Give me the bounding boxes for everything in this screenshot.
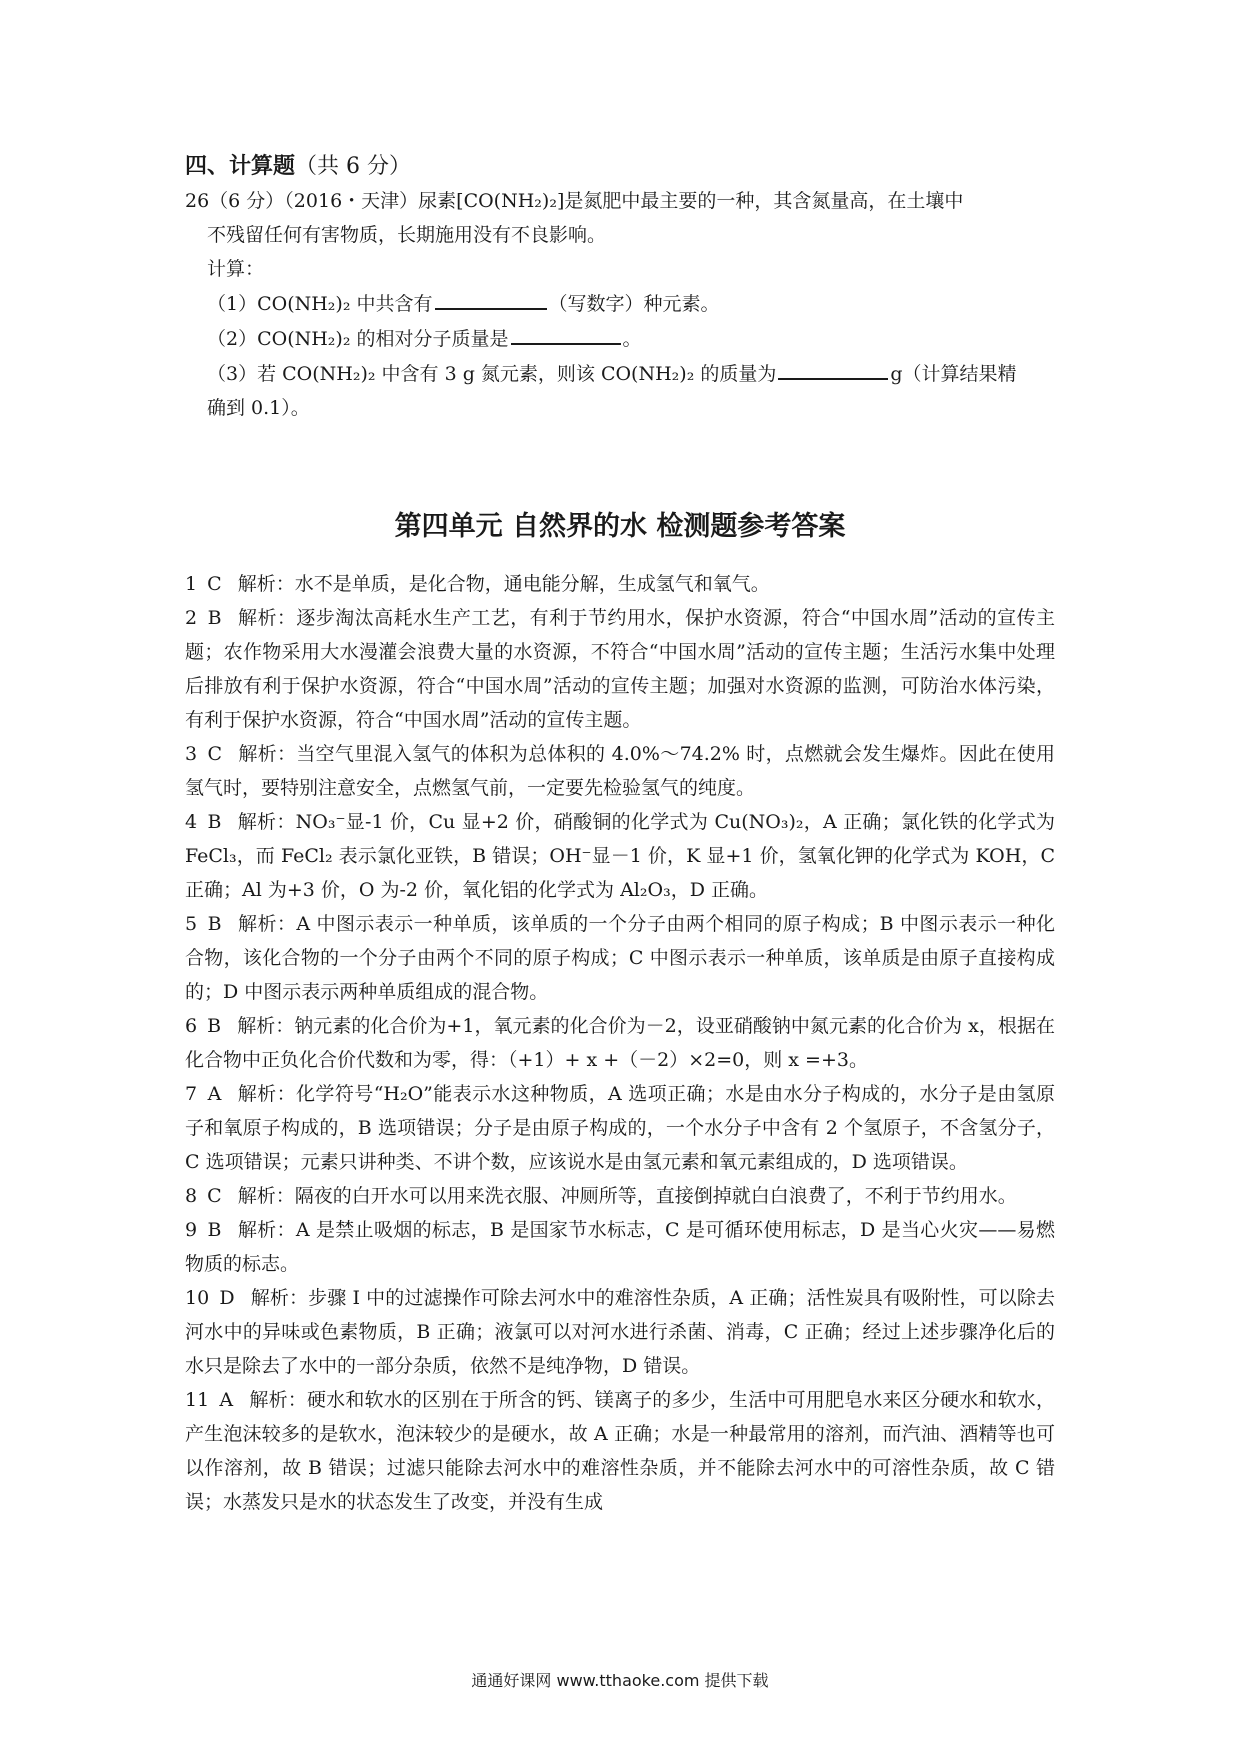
answer-explanation: 解析：步骤 I 中的过滤操作可除去河水中的难溶性杂质，A 正确；活性炭具有吸附性，可以除去河水中的异味或色素物质，B 正确；液氯可以对河水进行杀菌、消毒，C 正确；经过上述步骤净化后的水只是除去了水中的一部分杂质，依然不是纯净物，D 错误。 [185,1287,1055,1377]
answer-explanation: 解析：硬水和软水的区别在于所含的钙、镁离子的多少，生活中可用肥皂水来区分硬水和软水，产生泡沫较多的是软水，泡沫较少的是硬水，故 A 正确；水是一种最常用的溶剂，而汽油、酒精等也可以作溶剂，故 B 错误；过滤只能除去河水中的难溶性杂质，并不能除去河水中的可溶性杂质，故 C 错误；水蒸发只是水的状态发生了改变，并没有生成 [185,1389,1055,1513]
answer-blank-1 [435,286,547,310]
subquestion-1-text: （1）CO(NH₂)₂ 中共含有 [207,293,433,315]
page-footer[interactable]: 通通好课网 www.tthaoke.com 提供下载 [471,1671,769,1690]
answer-key: C [207,1185,222,1207]
answer-item [185,737,1055,805]
answer-item [185,1383,1055,1519]
answer-number: 10 [185,1287,210,1309]
answer-explanation: 解析：A 是禁止吸烟的标志，B 是国家节水标志，C 是可循环使用标志，D 是当心火灾——易燃物质的标志。 [185,1219,1056,1275]
answers-title: 第四单元 自然界的水 检测题参考答案 [394,511,846,542]
section-heading [185,150,1055,184]
answer-explanation: 解析：钠元素的化合价为+1，氧元素的化合价为－2，设亚硝酸钠中氮元素的化合价为 x，根据在化合物中正负化合价代数和为零，得：（+1）+ x +（－2）×2=0，则 x =+3。 [185,1015,1055,1071]
question-stem-line2: 不残留任何有害物质，长期施用没有不良影响。 [207,224,607,246]
answer-key: B [207,811,222,833]
subquestion-1 [185,286,1055,321]
subquestion-3 [185,356,1055,391]
answer-key: C [207,743,222,765]
subquestion-3-line2: 确到 0.1）。 [207,397,310,419]
subquestion-2-text: （2）CO(NH₂)₂ 的相对分子质量是 [207,328,509,350]
answer-number: 4 [185,811,198,833]
answer-key: C [207,573,222,595]
answer-explanation: 解析：化学符号“H₂O”能表示水这种物质，A 选项正确；水是由水分子构成的，水分子是由氢原子和氧原子构成的，B 选项错误；分子是由原子构成的，一个水分子中含有 2 个氢原子，不含氢分子，C 选项错误；元素只讲种类、不讲个数，应该说水是由氢元素和氧元素组成的，D 选项错误。 [185,1083,1056,1173]
answer-item [185,601,1055,737]
document-page [185,150,1055,1519]
answers-list [185,567,1055,1519]
answer-key: B [207,1015,222,1037]
answer-explanation: 解析：当空气里混入氢气的体积为总体积的 4.0%～74.2% 时，点燃就会发生爆炸。因此在使用氢气时，要特别注意安全，点燃氢气前，一定要先检验氢气的纯度。 [185,743,1055,799]
answer-explanation: 解析：NO₃⁻显-1 价，Cu 显+2 价，硝酸铜的化学式为 Cu(NO₃)₂，A 正确；氯化铁的化学式为 FeCl₃，而 FeCl₂ 表示氯化亚铁，B 错误；OH⁻显－1 价，K 显+1 价，氢氧化钾的化学式为 KOH，C 正确；Al 为+3 价，O 为-2 价，氧化铝的化学式为 Al₂O₃，D 正确。 [185,811,1056,901]
answer-item [185,1077,1055,1179]
answer-number: 3 [185,743,198,765]
answer-number: 6 [185,1015,198,1037]
answer-key: A [219,1389,234,1411]
answer-key: B [207,913,222,935]
subquestion-1-tail: （写数字）种元素。 [548,293,720,315]
subquestion-3-text: （3）若 CO(NH₂)₂ 中含有 3 g 氮元素，则该 CO(NH₂)₂ 的质量为 [207,363,777,385]
answer-number: 2 [185,607,198,629]
answer-item [185,1179,1055,1213]
answer-number: 7 [185,1083,198,1105]
answer-key: D [219,1287,235,1309]
answer-item [185,805,1055,907]
answer-key: B [207,607,222,629]
answer-item [185,1009,1055,1077]
question-26 [185,184,1055,425]
answer-explanation: 解析：逐步淘汰高耗水生产工艺，有利于节约用水，保护水资源，符合“中国水周”活动的宣传主题；农作物采用大水漫灌会浪费大量的水资源，不符合“中国水周”活动的宣传主题；生活污水集中处理后排放有利于保护水资源，符合“中国水周”活动的宣传主题；加强对水资源的监测，可防治水体污染，有利于保护水资源，符合“中国水周”活动的宣传主题。 [185,607,1055,731]
subquestion-2 [185,321,1055,356]
answer-number: 5 [185,913,198,935]
answer-item [185,1281,1055,1383]
answer-explanation: 解析：A 中图示表示一种单质，该单质的一个分子由两个相同的原子构成；B 中图示表示一种化合物，该化合物的一个分子由两个不同的原子构成；C 中图示表示一种单质，该单质是由原子直接构成的；D 中图示表示两种单质组成的混合物。 [185,913,1056,1003]
answer-number: 1 [185,573,198,595]
answer-key: B [207,1219,222,1241]
section-heading-score: （共 6 分） [295,154,411,179]
answer-blank-3 [778,356,888,380]
answer-key: A [207,1083,222,1105]
answer-number: 9 [185,1219,198,1241]
section-heading-title: 四、计算题 [185,154,296,179]
answer-item [185,907,1055,1009]
answer-explanation: 解析：隔夜的白开水可以用来洗衣服、冲厕所等，直接倒掉就白白浪费了，不利于节约用水。 [237,1185,1017,1207]
answer-blank-2 [511,321,621,345]
subquestion-3-tail: g（计算结果精 [890,363,1017,385]
subquestion-2-tail: 。 [622,328,642,350]
answer-explanation: 解析：水不是单质，是化合物，通电能分解，生成氢气和氧气。 [237,573,770,595]
answer-item [185,1213,1055,1281]
question-stem-line1: 26（6 分）（2016・天津）尿素[CO(NH₂)₂]是氮肥中最主要的一种，其含氮量高，在土壤中 [185,190,964,212]
calc-label: 计算： [207,258,265,280]
answer-item [185,567,1055,601]
answer-number: 11 [185,1389,210,1411]
answer-number: 8 [185,1185,198,1207]
